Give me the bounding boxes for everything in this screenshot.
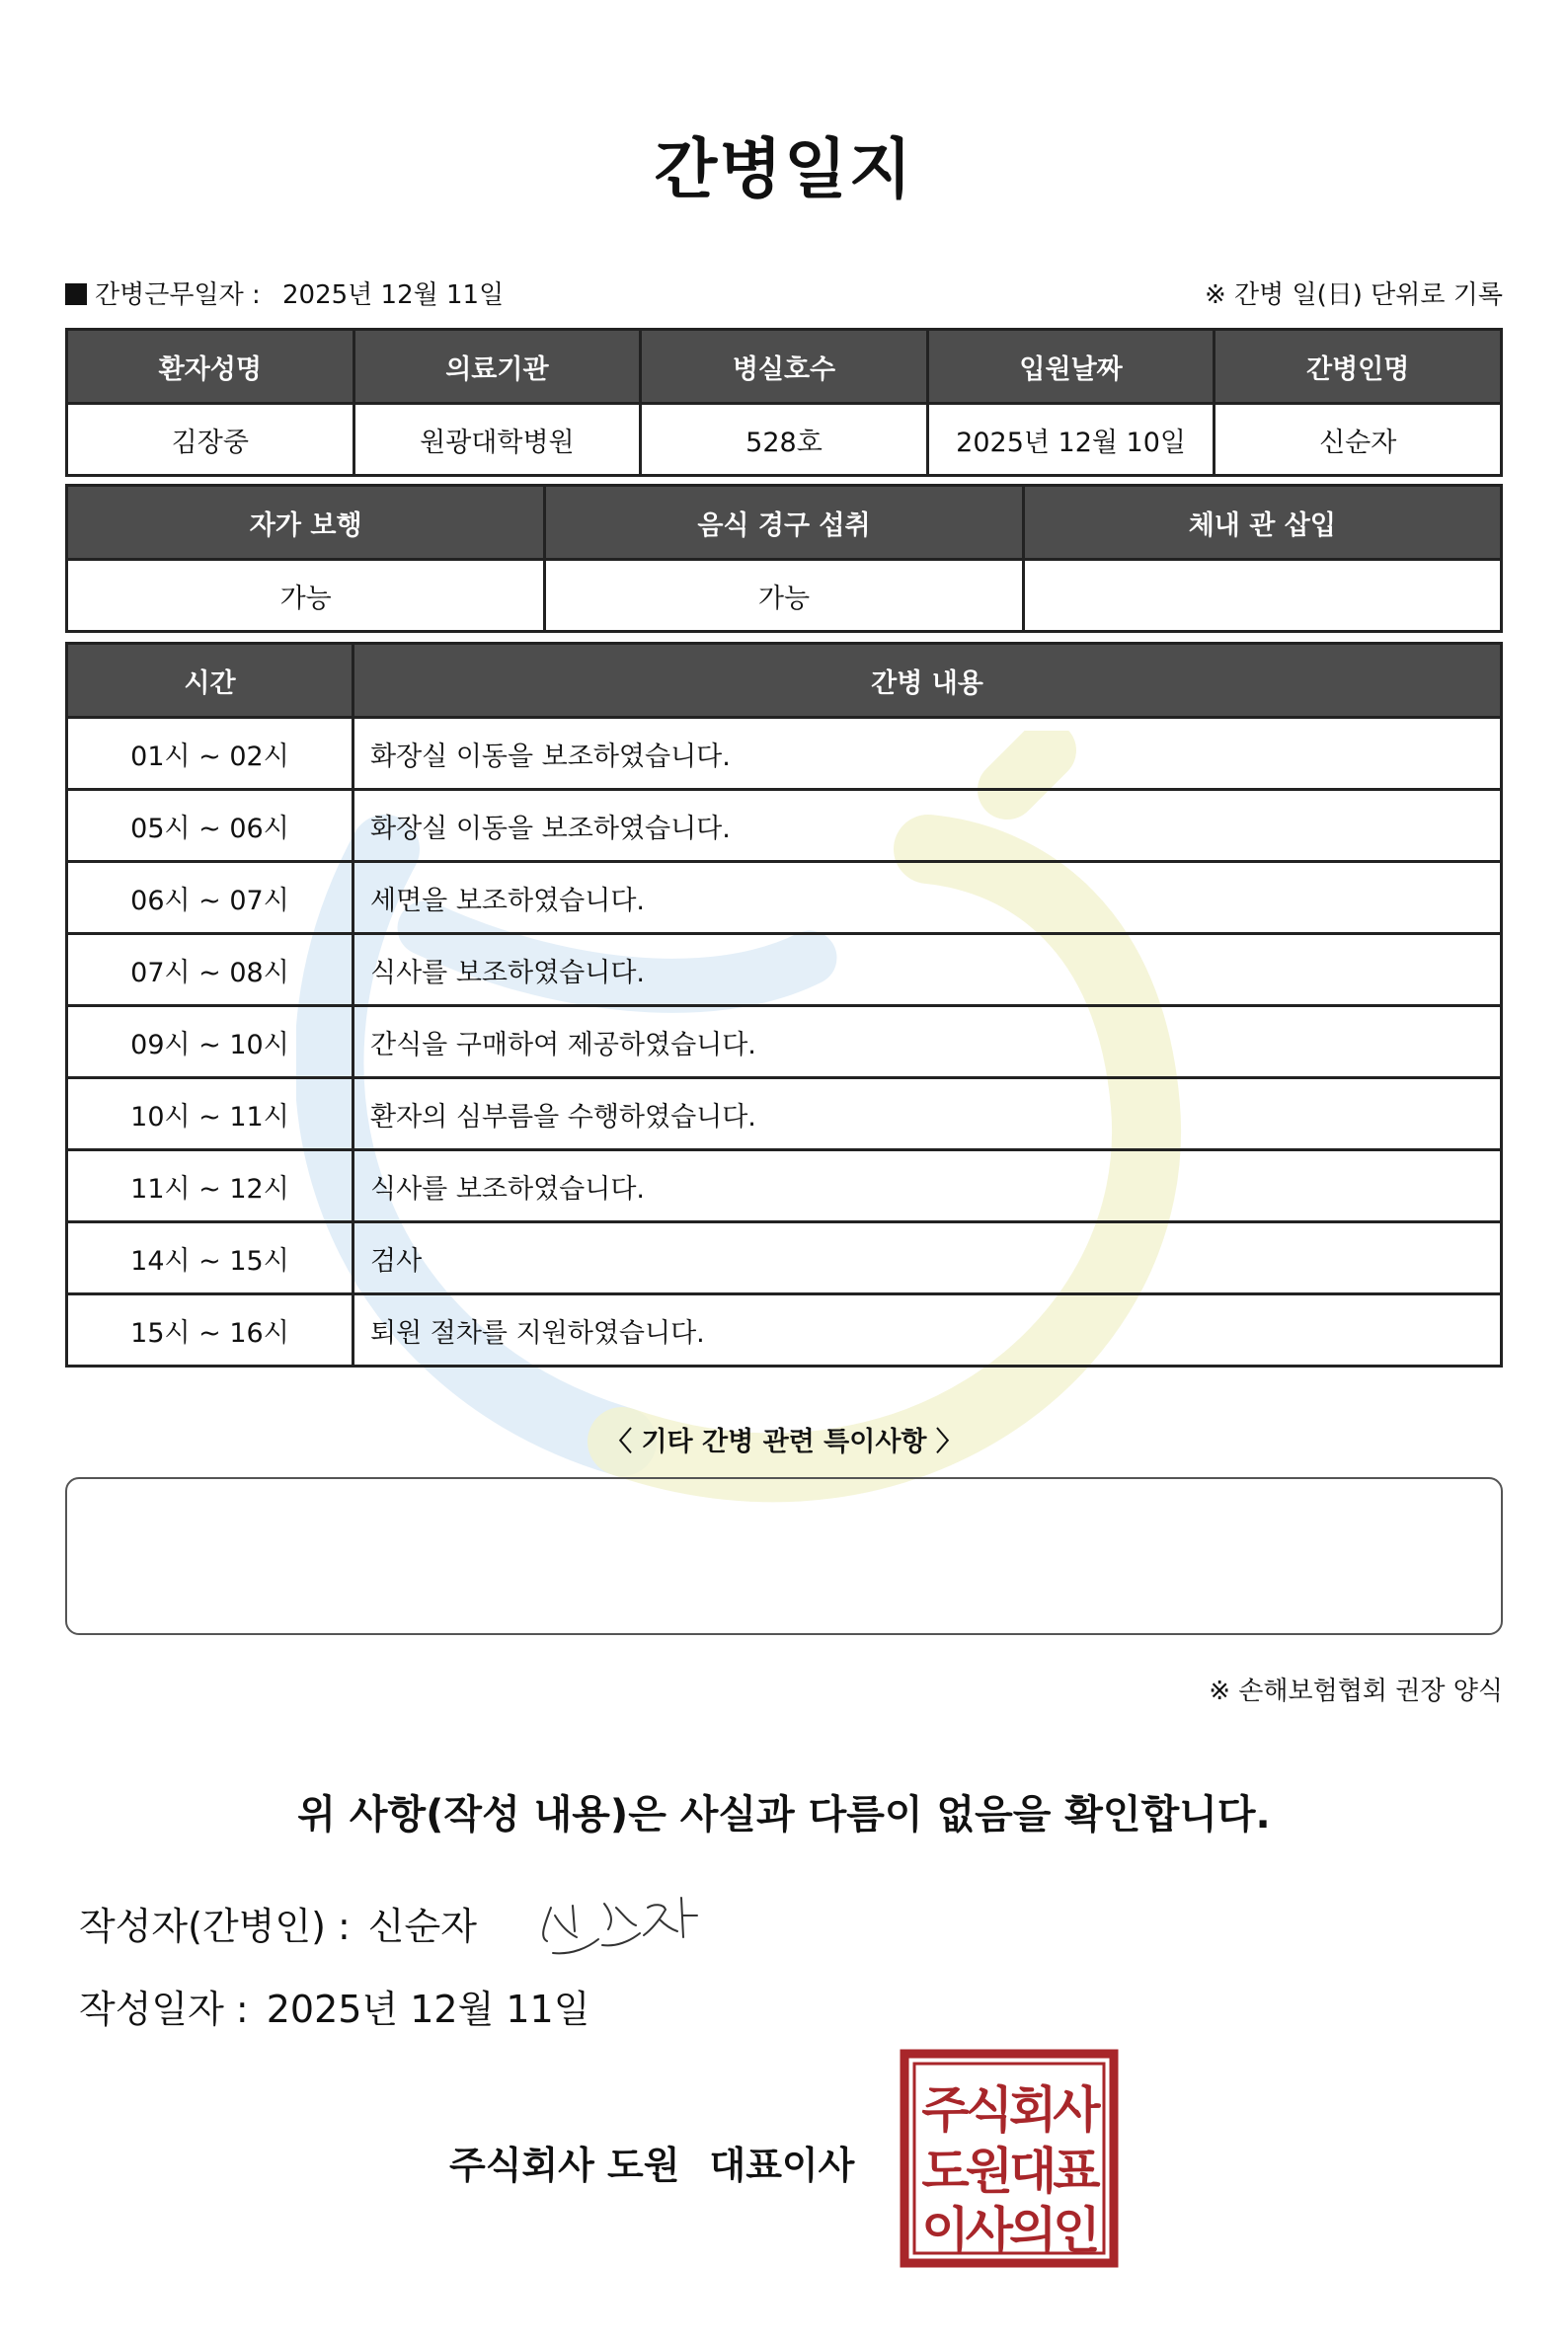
care-log-table <box>65 642 1503 1368</box>
confirmation-statement: 위 사항(작성 내용)은 사실과 다름이 없음을 확인합니다. <box>297 1792 1271 1838</box>
company-name: 주식회사 도원 <box>449 2144 680 2187</box>
table-row <box>67 1222 1502 1294</box>
company-seal-stamp <box>899 2048 1120 2269</box>
header-medical-institution: 의료기관 <box>353 330 641 404</box>
self-walking: 가능 <box>67 560 545 632</box>
care-content: 화장실 이동을 보조하였습니다. <box>353 718 1502 790</box>
table-row <box>67 790 1502 862</box>
table-row <box>67 934 1502 1006</box>
patient-info-value-row <box>67 404 1502 476</box>
care-work-date-value: 2025년 12월 11일 <box>282 280 505 310</box>
writer-line <box>79 1896 477 1950</box>
header-patient-name: 환자성명 <box>67 330 354 404</box>
care-time: 06시 ~ 07시 <box>67 862 353 934</box>
care-time: 05시 ~ 06시 <box>67 790 353 862</box>
header-time: 시간 <box>67 644 353 718</box>
care-time: 07시 ~ 08시 <box>67 934 353 1006</box>
special-notes-title: 〈 기타 간병 관련 특이사항 〉 <box>605 1427 963 1457</box>
care-content: 간식을 구매하여 제공하였습니다. <box>353 1006 1502 1078</box>
care-content: 식사를 보조하였습니다. <box>353 1150 1502 1222</box>
medical-institution: 원광대학병원 <box>353 404 641 476</box>
patient-info-header-row <box>67 330 1502 404</box>
handwritten-signature <box>533 1886 711 1965</box>
table-row <box>67 862 1502 934</box>
care-time: 15시 ~ 16시 <box>67 1294 353 1367</box>
seal-line-2: 도원대표 <box>921 2143 1097 2200</box>
care-content: 화장실 이동을 보조하였습니다. <box>353 790 1502 862</box>
special-notes-box[interactable] <box>65 1477 1503 1635</box>
recommendation-note: ※ 손해보험협회 권장 양식 <box>1209 1677 1503 1706</box>
table-row <box>67 1150 1502 1222</box>
written-date-value: 2025년 12월 11일 <box>266 1988 590 2031</box>
care-content: 검사 <box>353 1222 1502 1294</box>
care-work-date-label: 간병근무일자 : <box>95 280 261 310</box>
patient-name: 김장중 <box>67 404 354 476</box>
care-time: 10시 ~ 11시 <box>67 1078 353 1150</box>
oral-intake: 가능 <box>545 560 1023 632</box>
table-row <box>67 1294 1502 1367</box>
table-row <box>67 1078 1502 1150</box>
writer-label: 작성자(간병인) : <box>79 1905 351 1948</box>
care-content: 퇴원 절차를 지원하였습니다. <box>353 1294 1502 1367</box>
header-tube-insertion: 체내 관 삽입 <box>1023 486 1501 560</box>
written-date-line <box>79 1979 589 2033</box>
header-self-walking: 자가 보행 <box>67 486 545 560</box>
seal-line-3: 이사의인 <box>921 2202 1097 2259</box>
unit-note: ※ 간병 일(日) 단위로 기록 <box>1204 280 1503 310</box>
care-log-header-row <box>67 644 1502 718</box>
care-time: 01시 ~ 02시 <box>67 718 353 790</box>
patient-status-table <box>65 484 1503 633</box>
header-oral-intake: 음식 경구 섭취 <box>545 486 1023 560</box>
page-title: 간병일지 <box>654 131 914 207</box>
care-content: 세면을 보조하였습니다. <box>353 862 1502 934</box>
header-care-content: 간병 내용 <box>353 644 1502 718</box>
patient-status-value-row <box>67 560 1502 632</box>
room-number: 528호 <box>641 404 928 476</box>
table-row <box>67 1006 1502 1078</box>
tube-insertion <box>1023 560 1501 632</box>
care-content: 식사를 보조하였습니다. <box>353 934 1502 1006</box>
patient-status-header-row <box>67 486 1502 560</box>
header-admission-date: 입원날짜 <box>927 330 1215 404</box>
care-time: 09시 ~ 10시 <box>67 1006 353 1078</box>
caregiver-name: 신순자 <box>1215 404 1502 476</box>
seal-line-1: 주식회사 <box>921 2081 1097 2139</box>
care-work-date <box>65 274 504 311</box>
care-time: 11시 ~ 12시 <box>67 1150 353 1222</box>
company-line <box>449 2135 854 2189</box>
written-date-label: 작성일자 : <box>79 1988 249 2031</box>
table-row <box>67 718 1502 790</box>
care-content: 환자의 심부름을 수행하였습니다. <box>353 1078 1502 1150</box>
square-bullet-icon <box>65 283 87 305</box>
header-room-number: 병실호수 <box>641 330 928 404</box>
patient-info-table <box>65 328 1503 477</box>
writer-name: 신순자 <box>367 1905 477 1948</box>
admission-date: 2025년 12월 10일 <box>927 404 1215 476</box>
care-time: 14시 ~ 15시 <box>67 1222 353 1294</box>
company-title: 대표이사 <box>709 2144 855 2187</box>
header-caregiver-name: 간병인명 <box>1215 330 1502 404</box>
